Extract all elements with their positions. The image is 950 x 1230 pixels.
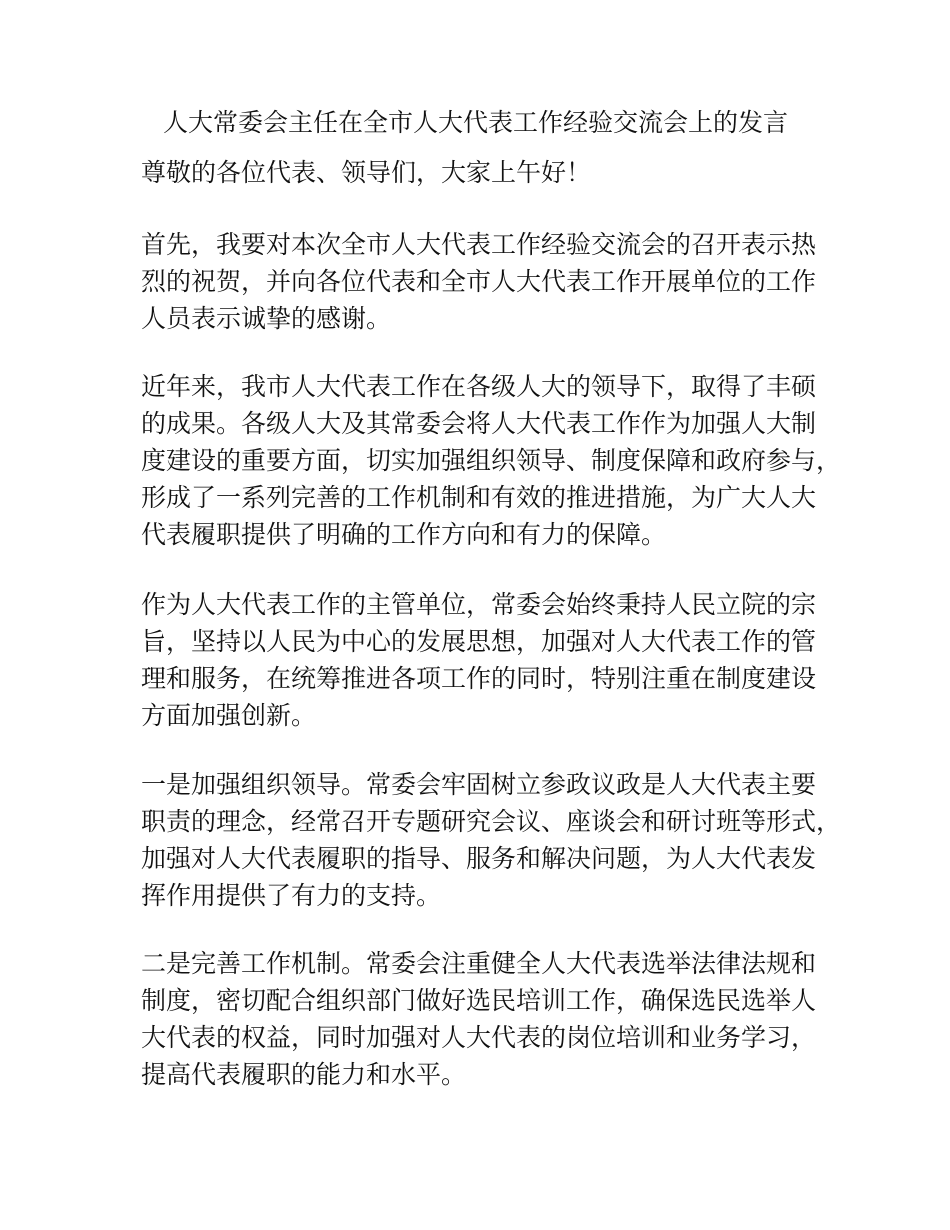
paragraph-line: 近年来，我市人大代表工作在各级人大的领导下，取得了丰硕 bbox=[141, 372, 817, 401]
greeting-line: 尊敬的各位代表、领导们，大家上午好！ bbox=[141, 158, 592, 187]
paragraph-line: 一是加强组织领导。常委会牢固树立参政议政是人大代表主要 bbox=[141, 770, 817, 799]
paragraph-line: 形成了一系列完善的工作机制和有效的推进措施，为广大人大 bbox=[141, 483, 817, 512]
paragraph-line: 烈的祝贺，并向各位代表和全市人大代表工作开展单位的工作 bbox=[141, 267, 817, 296]
paragraph-line: 理和服务，在统筹推进各项工作的同时，特别注重在制度建设 bbox=[141, 664, 817, 693]
paragraph-line: 二是完善工作机制。常委会注重健全人大代表选举法律法规和 bbox=[141, 949, 817, 978]
paragraph-point-two bbox=[141, 945, 821, 1093]
paragraph-line: 大代表的权益，同时加强对人大代表的岗位培训和业务学习， bbox=[141, 1023, 817, 1052]
paragraph-line: 作为人大代表工作的主管单位，常委会始终秉持人民立院的宗 bbox=[141, 590, 817, 619]
paragraph-opening-thanks bbox=[141, 226, 821, 337]
paragraph-line: 制度，密切配合组织部门做好选民培训工作，确保选民选举人 bbox=[141, 986, 817, 1015]
paragraph-line: 代表履职提供了明确的工作方向和有力的保障。 bbox=[141, 520, 667, 549]
document-title: 人大常委会主任在全市人大代表工作经验交流会上的发言 bbox=[163, 108, 789, 137]
paragraph-line: 旨，坚持以人民为中心的发展思想，加强对人大代表工作的管 bbox=[141, 627, 817, 656]
paragraph-line: 职责的理念，经常召开专题研究会议、座谈会和研讨班等形式， bbox=[141, 807, 842, 836]
paragraph-line: 挥作用提供了有力的支持。 bbox=[141, 881, 442, 910]
paragraph-point-one bbox=[141, 766, 842, 914]
paragraph-line: 首先，我要对本次全市人大代表工作经验交流会的召开表示热 bbox=[141, 230, 817, 259]
paragraph-achievements bbox=[141, 368, 842, 553]
paragraph-line: 加强对人大代表履职的指导、服务和解决问题，为人大代表发 bbox=[141, 844, 817, 873]
paragraph-line: 人员表示诚挚的感谢。 bbox=[141, 304, 392, 333]
paragraph-line: 度建设的重要方面，切实加强组织领导、制度保障和政府参与， bbox=[141, 446, 842, 475]
paragraph-line: 方面加强创新。 bbox=[141, 701, 317, 730]
paragraph-line: 的成果。各级人大及其常委会将人大代表工作作为加强人大制 bbox=[141, 409, 817, 438]
paragraph-committee-role bbox=[141, 586, 821, 734]
paragraph-line: 提高代表履职的能力和水平。 bbox=[141, 1060, 467, 1089]
